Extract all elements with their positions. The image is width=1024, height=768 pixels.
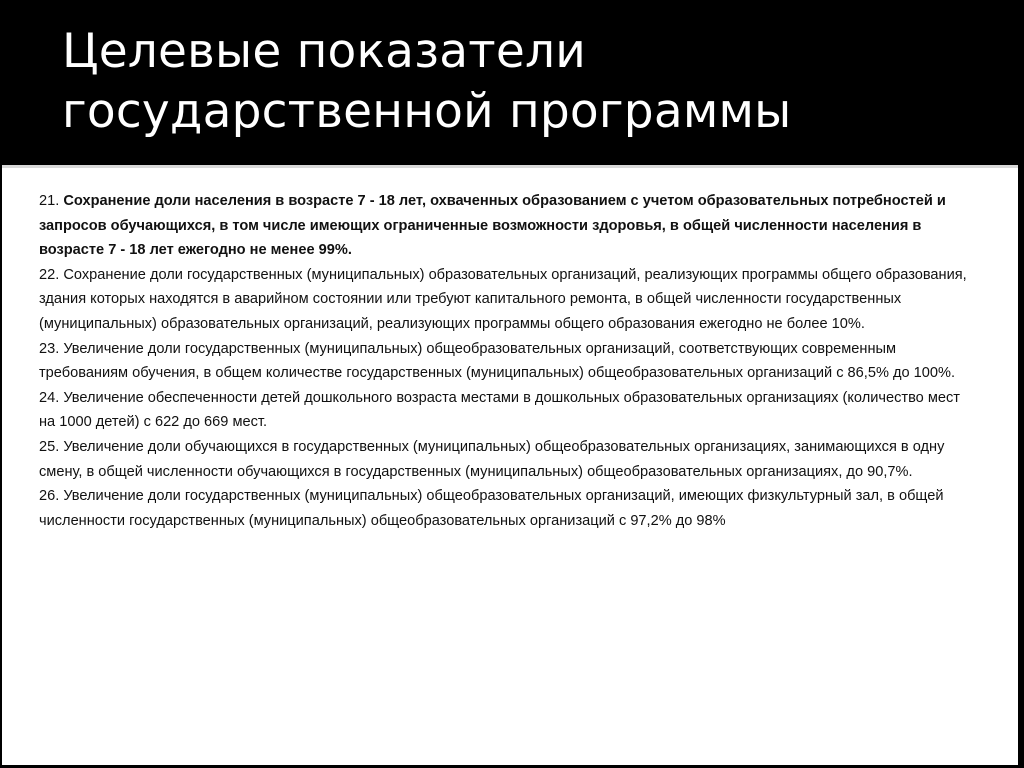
indicator-item-21 bbox=[39, 189, 979, 263]
slide-title-line-2: государственной программы bbox=[62, 84, 792, 139]
slide-title bbox=[62, 22, 1002, 142]
indicator-text: Увеличение доли обучающихся в государственных (муниципальных) общеобразовательных организациях, занимающихся в одну смену, в общей численности обучающихся в государственных (муниципальных) общеобразовательных организациях, до 90,7%. bbox=[39, 438, 945, 480]
indicator-number: 26. bbox=[39, 488, 60, 505]
indicator-text: Увеличение доли государственных (муниципальных) общеобразовательных организаций, имеющих физкультурный зал, в общей численности государственных (муниципальных) общеобразовательных организаций с 97,2% до 98% bbox=[39, 488, 944, 529]
content-panel bbox=[2, 165, 1018, 765]
indicator-text: Увеличение доли государственных (муниципальных) общеобразовательных организаций, соответствующих современным требованиям обучения, в общем количестве государственных (муниципальных) общеобразовательных организаций с 86,5% до 100%. bbox=[39, 340, 956, 382]
indicator-text: Сохранение доли государственных (муниципальных) образовательных организаций, реализующих программы общего образования, здания которых находятся в аварийном состоянии или требуют капитального ремонта, в общей численности государственных (муниципальных) образовательных организаций, реализующих программы общего образования ежегодно не более 10%. bbox=[39, 266, 967, 332]
title-band bbox=[0, 0, 1024, 165]
indicator-text: Сохранение доли населения в возрасте 7 - 18 лет, охваченных образованием с учетом образовательных потребностей и запросов обучающихся, в том числе имеющих ограниченные возможности здоровья, в общей численности населения в возрасте 7 - 18 лет ежегодно не менее 99%. bbox=[39, 193, 946, 259]
indicator-item-22 bbox=[39, 263, 979, 337]
indicator-number: 22. bbox=[39, 266, 60, 283]
indicator-number: 23. bbox=[39, 340, 60, 357]
indicator-item-25 bbox=[39, 435, 979, 484]
indicator-item-24 bbox=[39, 386, 979, 435]
indicator-item-26 bbox=[39, 484, 979, 533]
indicators-list bbox=[39, 189, 979, 533]
indicator-number: 25. bbox=[39, 438, 60, 455]
indicator-number: 24. bbox=[39, 389, 60, 406]
indicator-item-23 bbox=[39, 337, 979, 386]
slide-title-line-1: Целевые показатели bbox=[62, 24, 586, 79]
indicator-number: 21. bbox=[39, 193, 60, 209]
indicator-text: Увеличение обеспеченности детей дошкольного возраста местами в дошкольных образовательных организациях (количество мест на 1000 детей) с 622 до 669 мест. bbox=[39, 389, 960, 431]
